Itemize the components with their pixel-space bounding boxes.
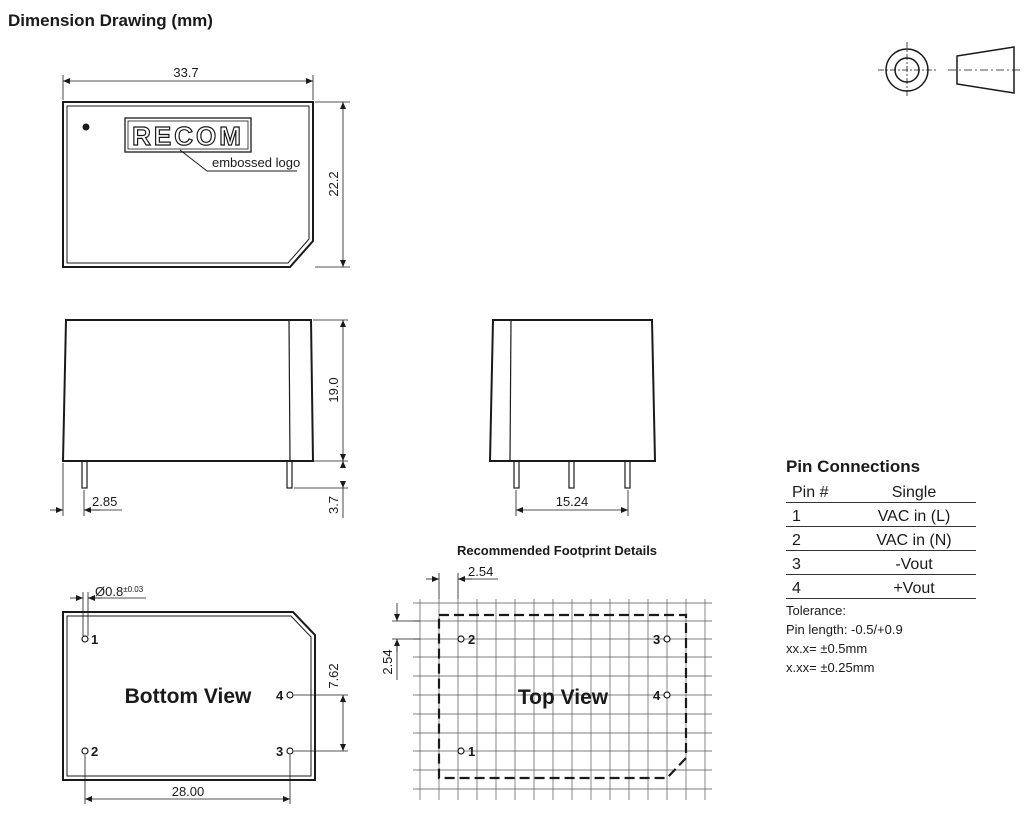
header-pin: Pin # (792, 484, 829, 501)
footprint-pin-3 (664, 636, 670, 642)
pin-table-header (786, 479, 976, 503)
table-row: 4 +Vout (786, 575, 976, 599)
top-view-label: Top View (517, 686, 609, 709)
dim-height: 22.2 (326, 171, 341, 197)
dim-pin-spacing-h: 28.00 (171, 784, 205, 799)
footprint-pin-2 (458, 636, 464, 642)
table-row: 3 -Vout (786, 551, 976, 575)
tolerance-notes (786, 601, 976, 677)
footprint-pin-4 (664, 692, 670, 698)
pin-connections (786, 457, 976, 677)
dim-body-height: 19.0 (326, 377, 341, 403)
svg-text:2: 2 (468, 632, 476, 647)
header-signal: Single (891, 484, 937, 501)
dim-pin-offset: 2.85 (92, 494, 118, 509)
dim-pin-diameter: $Ø0.8^{\pm 0.03}$ (95, 584, 144, 599)
dim-pin-span: 15.24 (555, 494, 589, 509)
pin-connections-title: Pin Connections (786, 457, 921, 476)
bottom-pin-1 (82, 636, 88, 642)
svg-text:3: 3 (276, 744, 284, 759)
svg-text:2: 2 (91, 744, 99, 759)
page-title: Dimension Drawing (mm) (8, 11, 213, 30)
footprint-heading: Recommended Footprint Details (456, 543, 658, 558)
pin1-marker-dot (83, 124, 90, 131)
footprint-pin-1 (458, 748, 464, 754)
dim-pin-length: 3.7 (326, 495, 341, 515)
recom-logo (125, 118, 251, 152)
dim-grid-v: 2.54 (380, 649, 395, 675)
side-view-left (63, 320, 313, 488)
tolerance-pin-length: Pin length: -0.5/+0.9 (786, 622, 903, 637)
dim-grid-h: 2.54 (468, 564, 494, 579)
svg-text:RECOM: RECOM (132, 121, 244, 151)
table-row: 2 VAC in (N) (786, 527, 976, 551)
svg-text:4: 4 (276, 688, 284, 703)
side-view-right (490, 320, 655, 488)
dim-width: 33.7 (173, 65, 199, 80)
tolerance-heading: Tolerance: (786, 603, 846, 618)
bottom-pin-4 (287, 692, 293, 698)
dim-pin-spacing-v: 7.62 (326, 663, 341, 689)
svg-text:1: 1 (91, 632, 99, 647)
tolerance-x-xx: x.xx= ±0.25mm (786, 660, 875, 675)
svg-text:4: 4 (653, 688, 661, 703)
bottom-view-label: Bottom View (124, 685, 252, 708)
tolerance-xx-x: xx.x= ±0.5mm (786, 641, 868, 656)
svg-text:1: 1 (468, 744, 476, 759)
table-row: 1 VAC in (L) (786, 503, 976, 527)
projection-symbol-icon (878, 42, 1022, 98)
bottom-pin-3 (287, 748, 293, 754)
bottom-pin-2 (82, 748, 88, 754)
logo-callout: embossed logo (212, 155, 301, 170)
svg-text:3: 3 (653, 632, 661, 647)
